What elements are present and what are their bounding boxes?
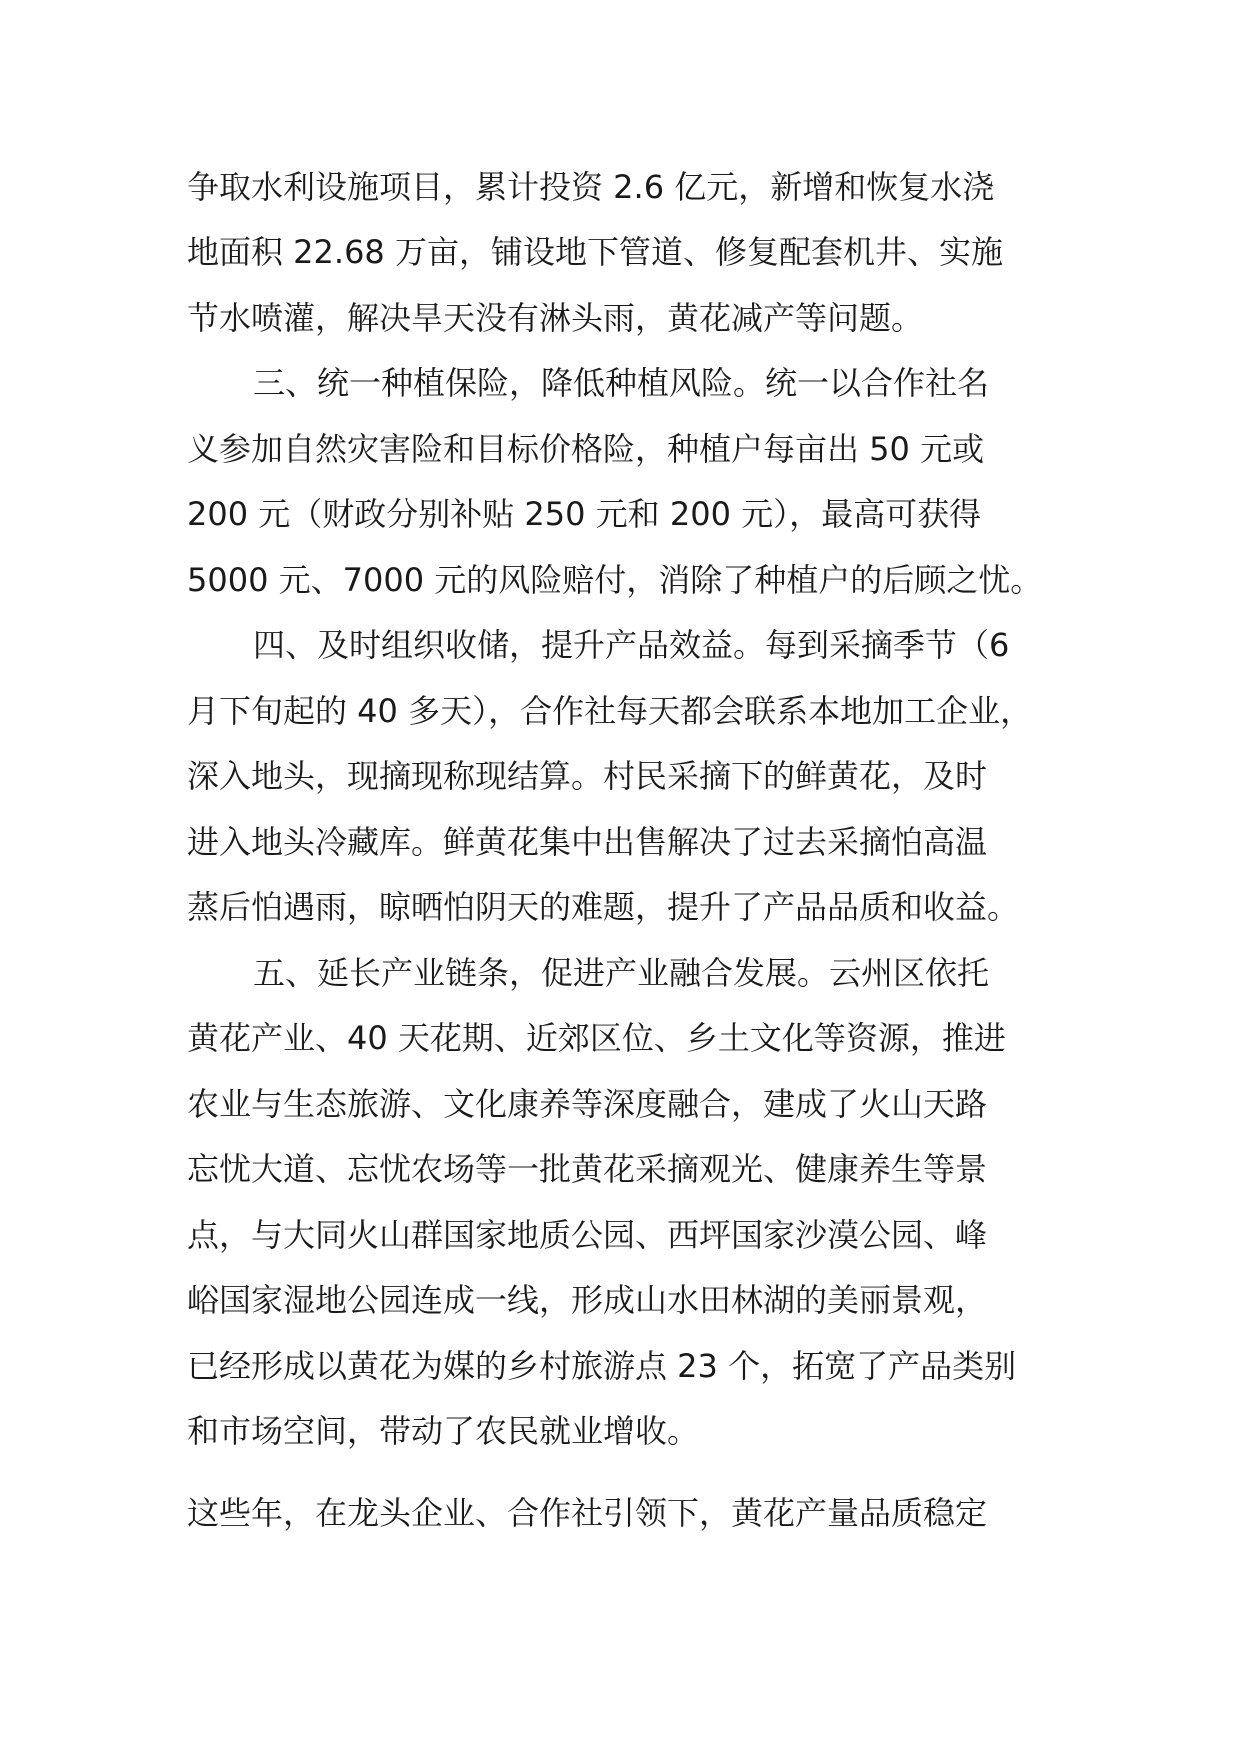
text-line: 争取水利设施项目，累计投资 2.6 亿元，新增和恢复水浇 xyxy=(187,168,995,206)
text-line: 200 元（财政分别补贴 250 元和 200 元），最高可获得 xyxy=(187,495,982,533)
paragraph-start-line: 这些年，在龙头企业、合作社引领下，黄花产量品质稳定 xyxy=(187,1494,988,1532)
text-line: 和市场空间，带动了农民就业增收。 xyxy=(187,1412,700,1450)
text-line: 5000 元、7000 元的风险赔付，消除了种植户的后顾之忧。 xyxy=(187,561,1043,599)
text-line: 月下旬起的 40 多天），合作社每天都会联系本地加工企业， xyxy=(187,692,1033,730)
paragraph-start-line: 五、延长产业链条，促进产业融合发展。云州区依托 xyxy=(253,954,990,992)
text-line: 点，与大同火山群国家地质公园、西坪国家沙漠公园、峰 xyxy=(187,1216,988,1254)
paragraph-start-line: 三、统一种植保险，降低种植风险。统一以合作社名 xyxy=(253,364,990,402)
text-line: 峪国家湿地公园连成一线，形成山水田林湖的美丽景观， xyxy=(187,1281,988,1319)
text-line: 深入地头，现摘现称现结算。村民采摘下的鲜黄花，及时 xyxy=(187,757,988,795)
text-line: 蒸后怕遇雨，晾晒怕阴天的难题，提升了产品品质和收益。 xyxy=(187,888,1020,926)
text-line: 农业与生态旅游、文化康养等深度融合，建成了火山天路 xyxy=(187,1085,988,1123)
text-line: 地面积 22.68 万亩，铺设地下管道、修复配套机井、实施 xyxy=(187,233,1003,271)
text-line: 忘忧大道、忘忧农场等一批黄花采摘观光、健康养生等景 xyxy=(187,1150,988,1188)
text-line: 义参加自然灾害险和目标价格险，种植户每亩出 50 元或 xyxy=(187,430,985,468)
text-line: 节水喷灌，解决旱天没有淋头雨，黄花减产等问题。 xyxy=(187,299,924,337)
text-line: 进入地头冷藏库。鲜黄花集中出售解决了过去采摘怕高温 xyxy=(187,823,988,861)
paragraph-start-line: 四、及时组织收储，提升产品效益。每到采摘季节（6 xyxy=(253,626,1010,664)
text-line: 黄花产业、40 天花期、近郊区位、乡土文化等资源，推进 xyxy=(187,1019,1006,1057)
text-line: 已经形成以黄花为媒的乡村旅游点 23 个，拓宽了产品类别 xyxy=(187,1347,1017,1385)
